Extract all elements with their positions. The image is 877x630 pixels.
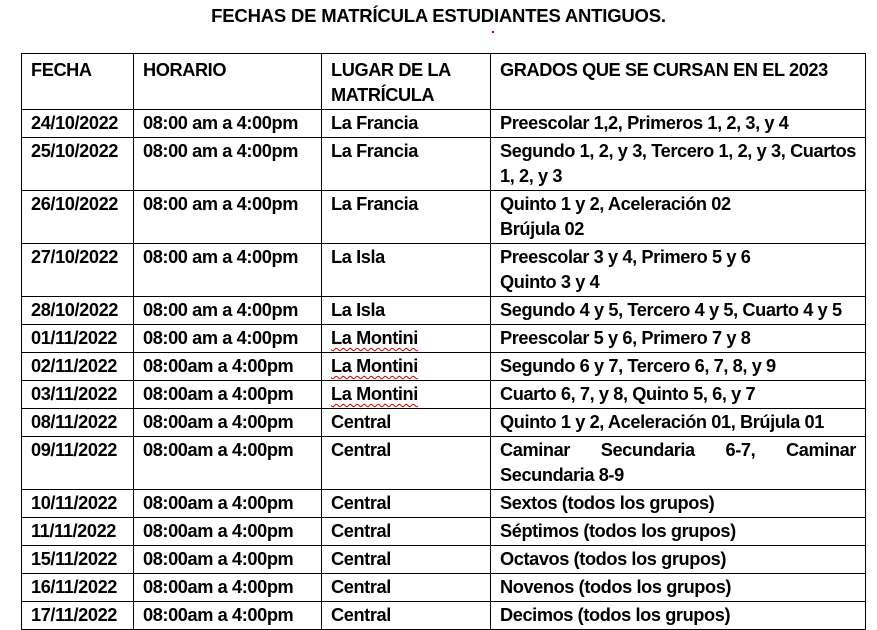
table-row: [22, 353, 866, 381]
header-lugar: LUGAR DE LA MATRÍCULA: [322, 54, 491, 110]
cell-lugar: Central: [322, 546, 491, 574]
grados-line-2: Brújula 02: [500, 219, 584, 239]
cell-fecha: 27/10/2022: [22, 244, 134, 297]
table-row: [22, 490, 866, 518]
cell-horario: 08:00am a 4:00pm: [134, 574, 322, 602]
cell-grados: Caminar Secundaria 6-7, Caminar Secundaria 8-9: [491, 437, 866, 490]
cell-grados: Segundo 4 y 5, Tercero 4 y 5, Cuarto 4 y 5: [491, 297, 866, 325]
table-row: [22, 574, 866, 602]
table-row: [22, 518, 866, 546]
table-row: [22, 409, 866, 437]
cell-lugar: Central: [322, 437, 491, 490]
table-row: [22, 602, 866, 630]
table-row: [22, 244, 866, 297]
cell-grados: Cuarto 6, 7, y 8, Quinto 5, 6, y 7: [491, 381, 866, 409]
cell-fecha: 10/11/2022: [22, 490, 134, 518]
table-row: [22, 437, 866, 490]
header-horario: HORARIO: [134, 54, 322, 110]
spellcheck-mark: [492, 31, 494, 33]
cell-grados: Preescolar 5 y 6, Primero 7 y 8: [491, 325, 866, 353]
cell-lugar: Central: [322, 602, 491, 630]
header-grados: GRADOS QUE SE CURSAN EN EL 2023: [491, 54, 866, 110]
header-fecha: FECHA: [22, 54, 134, 110]
grados-line-1: Quinto 1 y 2, Aceleración 02: [500, 194, 731, 214]
grados-line-1: Preescolar 3 y 4, Primero 5 y 6: [500, 247, 751, 267]
table-row: [22, 297, 866, 325]
cell-fecha: 17/11/2022: [22, 602, 134, 630]
cell-lugar: Central: [322, 518, 491, 546]
table-row: [22, 110, 866, 138]
cell-lugar: La Isla: [322, 244, 491, 297]
cell-fecha: 02/11/2022: [22, 353, 134, 381]
cell-grados: Quinto 1 y 2, Aceleración 01, Brújula 01: [491, 409, 866, 437]
cell-grados: [491, 244, 866, 297]
cell-lugar: [322, 381, 491, 409]
cell-lugar-text: La Montini: [331, 328, 418, 348]
cell-fecha: 11/11/2022: [22, 518, 134, 546]
cell-lugar: La Francia: [322, 138, 491, 191]
cell-lugar-text: La Montini: [331, 384, 418, 404]
cell-lugar: [322, 325, 491, 353]
enrollment-table: [21, 53, 866, 630]
cell-fecha: 25/10/2022: [22, 138, 134, 191]
cell-horario: 08:00 am a 4:00pm: [134, 325, 322, 353]
cell-lugar-text: La Montini: [331, 356, 418, 376]
cell-fecha: 03/11/2022: [22, 381, 134, 409]
cell-fecha: 01/11/2022: [22, 325, 134, 353]
cell-lugar: [322, 353, 491, 381]
cell-lugar: La Francia: [322, 110, 491, 138]
cell-horario: 08:00 am a 4:00pm: [134, 244, 322, 297]
grados-line-2: Quinto 3 y 4: [500, 272, 600, 292]
table-row: [22, 325, 866, 353]
title-text: FECHAS DE MATRÍCULA ESTUDIANTES ANTIGUOS.: [211, 5, 666, 26]
cell-grados: Séptimos (todos los grupos): [491, 518, 866, 546]
cell-fecha: 16/11/2022: [22, 574, 134, 602]
cell-horario: 08:00am a 4:00pm: [134, 437, 322, 490]
cell-grados: Sextos (todos los grupos): [491, 490, 866, 518]
cell-fecha: 15/11/2022: [22, 546, 134, 574]
cell-horario: 08:00 am a 4:00pm: [134, 191, 322, 244]
cell-grados: Novenos (todos los grupos): [491, 574, 866, 602]
cell-lugar: Central: [322, 574, 491, 602]
document-title: [0, 5, 877, 27]
cell-horario: 08:00 am a 4:00pm: [134, 297, 322, 325]
cell-lugar: Central: [322, 490, 491, 518]
cell-grados: Segundo 6 y 7, Tercero 6, 7, 8, y 9: [491, 353, 866, 381]
cell-fecha: 28/10/2022: [22, 297, 134, 325]
cell-grados: Decimos (todos los grupos): [491, 602, 866, 630]
cell-fecha: 09/11/2022: [22, 437, 134, 490]
cell-horario: 08:00am a 4:00pm: [134, 602, 322, 630]
cell-horario: 08:00am a 4:00pm: [134, 381, 322, 409]
table-row: [22, 138, 866, 191]
table-row: [22, 546, 866, 574]
cell-horario: 08:00 am a 4:00pm: [134, 138, 322, 191]
cell-horario: 08:00am a 4:00pm: [134, 490, 322, 518]
cell-grados: Preescolar 1,2, Primeros 1, 2, 3, y 4: [491, 110, 866, 138]
cell-lugar: La Francia: [322, 191, 491, 244]
cell-horario: 08:00am a 4:00pm: [134, 353, 322, 381]
cell-horario: 08:00am a 4:00pm: [134, 409, 322, 437]
table-row: [22, 381, 866, 409]
cell-grados: [491, 191, 866, 244]
cell-horario: 08:00 am a 4:00pm: [134, 110, 322, 138]
table-row: [22, 191, 866, 244]
cell-lugar: La Isla: [322, 297, 491, 325]
cell-grados: Segundo 1, 2, y 3, Tercero 1, 2, y 3, Cuartos 1, 2, y 3: [491, 138, 866, 191]
cell-horario: 08:00am a 4:00pm: [134, 546, 322, 574]
cell-lugar: Central: [322, 409, 491, 437]
cell-fecha: 26/10/2022: [22, 191, 134, 244]
cell-grados: Octavos (todos los grupos): [491, 546, 866, 574]
table-header-row: [22, 54, 866, 110]
cell-fecha: 08/11/2022: [22, 409, 134, 437]
cell-horario: 08:00am a 4:00pm: [134, 518, 322, 546]
cell-fecha: 24/10/2022: [22, 110, 134, 138]
